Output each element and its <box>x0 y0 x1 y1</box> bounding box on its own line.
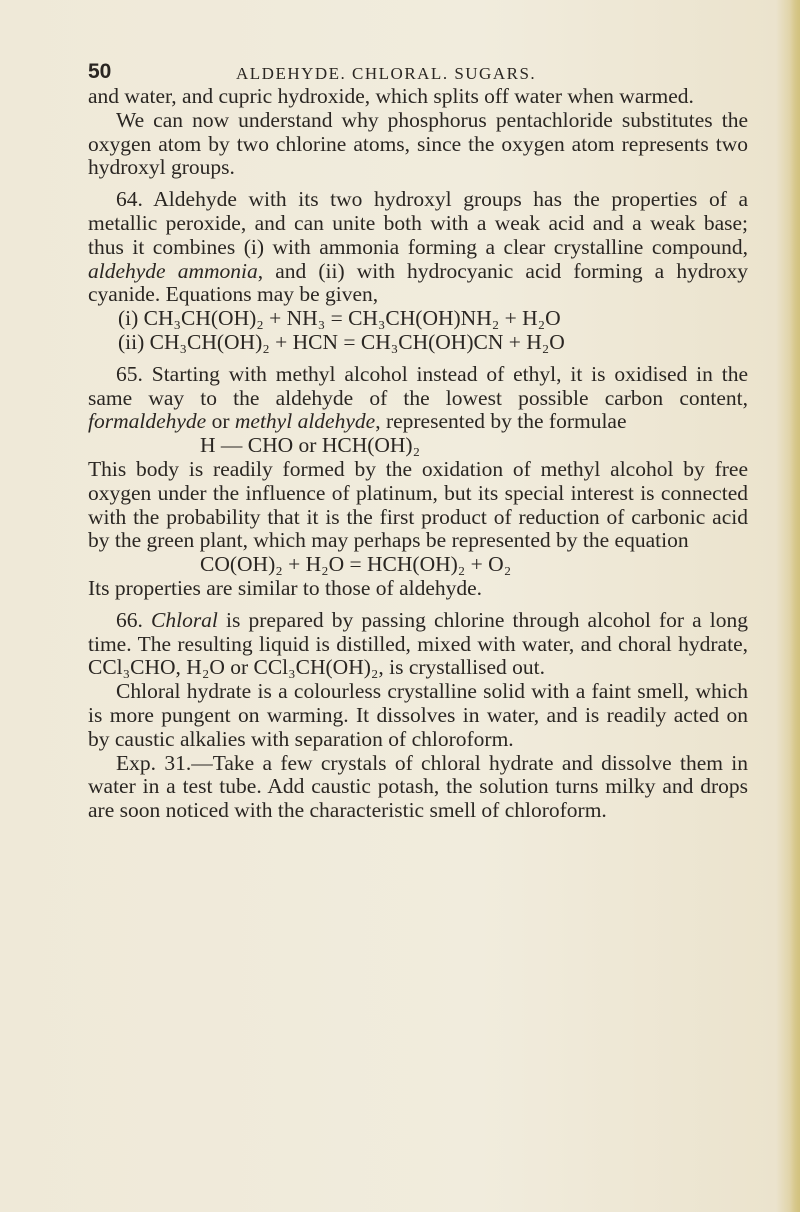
term-methyl-aldehyde: methyl aldehyde <box>234 409 376 434</box>
paragraph-experiment-31: Exp. 31.—Take a few crystals of chloral hydrate and dissolve them in water in a test tube. Add caustic potash, the solution turns milky and drops are soon noticed with the characteristic smell of chloroform. <box>88 750 748 823</box>
page-edge <box>790 0 800 1212</box>
equation-4: CO(OH)₂ + H₂O = HCH(OH)₂ + O₂ <box>200 552 512 577</box>
equation-3: H — CHO or HCH(OH)₂ <box>200 433 421 458</box>
term-formaldehyde: formaldehyde <box>88 409 207 434</box>
paragraph-64 <box>88 188 748 307</box>
equation-2: (ii) CH₃CH(OH)₂ + HCN = CH₃CH(OH)CN + H₂O <box>118 329 565 354</box>
text: , represented by the formulae <box>375 409 627 434</box>
paragraph-formaldehyde: This body is readily formed by the oxidation of methyl alcohol by free oxygen under the influence of platinum, but its special interest is connected with the probability that it is the first product of reduction of carbonic acid by the green plant, which may perhaps be represented by the equation <box>88 456 748 553</box>
term-chloral: Chloral <box>151 607 218 632</box>
text: 66. <box>116 607 151 632</box>
running-title: ALDEHYDE. CHLORAL. SUGARS. <box>236 64 537 83</box>
page-number: 50 <box>88 60 112 83</box>
paragraph-66 <box>88 609 748 680</box>
equation-1: (i) CH₃CH(OH)₂ + NH₃ = CH₃CH(OH)NH₂ + H₂O <box>118 306 561 331</box>
page-body <box>88 85 748 823</box>
text: or <box>206 409 235 434</box>
paragraph-65 <box>88 363 748 434</box>
term-aldehyde-ammonia: aldehyde ammonia <box>88 258 258 283</box>
paragraph-phosphorus: We can now understand why phosphorus pentachloride substitutes the oxygen atom by two chlorine atoms, since the oxygen atom represents two hydroxyl groups. <box>88 107 748 180</box>
text: 65. Starting with methyl alcohol instead of ethyl, it is oxidised in the same way to the aldehyde of the lowest possible carbon content, <box>88 361 748 410</box>
paragraph-chloral-hydrate: Chloral hydrate is a colourless crystalline solid with a faint smell, which is more pungent on warming. It dissolves in water, and is readily acted on by caustic alkalies with separation of chloroform. <box>88 679 748 751</box>
text: is prepared by passing chlorine through alcohol for a long time. The resulting liquid is distilled, mixed with water, and choral hydrate, CCl₃CHO, H₂O or CCl₃CH(OH)₂, is crystallised out. <box>88 607 749 680</box>
text: , and (ii) with hydrocyanic acid forming a hydroxy cyanide. Equations may be given, <box>88 258 748 307</box>
text: 64. Aldehyde with its two hydroxyl groups has the properties of a metallic peroxide, and can unite both with a weak acid and a weak base; thus it combines (i) with ammonia forming a clear crystalline compound, <box>88 187 748 259</box>
paragraph-properties: Its properties are similar to those of aldehyde. <box>88 575 483 600</box>
paragraph-continuation: and water, and cupric hydroxide, which splits off water when warmed. <box>88 84 694 108</box>
